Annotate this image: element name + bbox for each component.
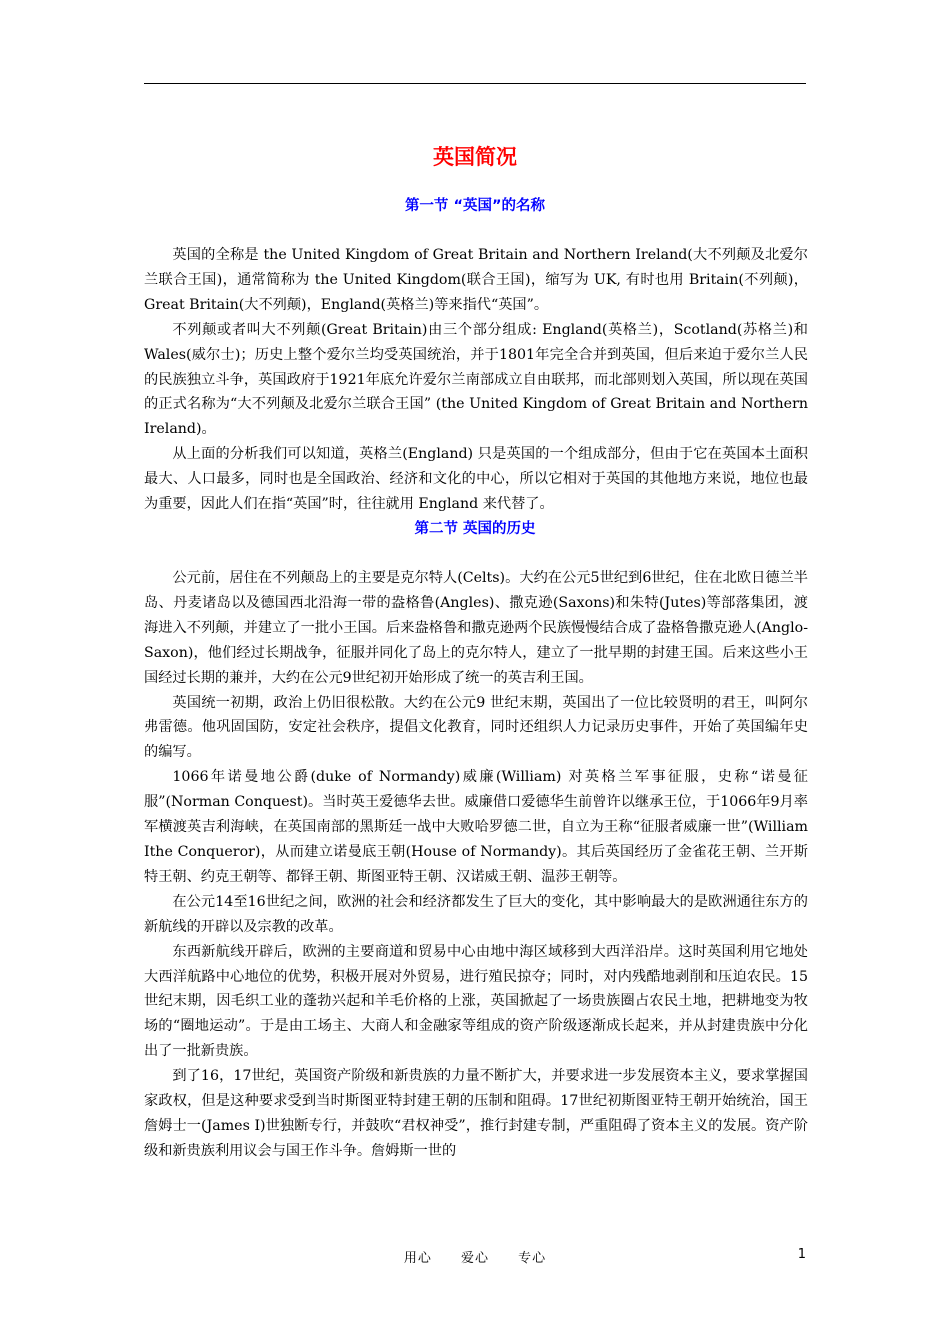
paragraph: 英国统一初期，政治上仍旧很松散。大约在公元9 世纪末期，英国出了一位比较贤明的君王，叫阿尔弗雷德。他巩固国防，安定社会秩序，提倡文化教育，同时还组织人力记录历史事件，开始了英国编年史的编写。 <box>144 694 808 761</box>
footer-motto-word: 专心 <box>518 1251 547 1266</box>
paragraph: 英国的全称是 the United Kingdom of Great Britain and Northern Ireland(大不列颠及北爱尔兰联合王国)，通常简称为 the United Kingdom(联合王国)，缩写为 UK, 有时也用 Britain(不列颠)，Great Britain(大不列颠)，England(英格兰)等来指代“英国”。 <box>144 247 808 313</box>
paragraph: 不列颠或者叫大不列颠(Great Britain)由三个部分组成: England(英格兰)，Scotland(苏格兰)和Wales(威尔士)；历史上整个爱尔兰均受英国统治，并于1801年完全合并到英国，但后来迫于爱尔兰人民的民族独立斗争，英国政府于1921年底允许爱尔兰南部成立自由联邦，而北部则划入英国，所以现在英国的正式名称为“大不列颠及北爱尔兰联合王国” (the United Kingdom of Great Britain and Northern Ireland)。 <box>144 321 808 438</box>
section-body-1 <box>144 243 808 517</box>
document-title: 英国简况 <box>433 145 517 169</box>
paragraph: 到了16，17世纪，英国资产阶级和新贵族的力量不断扩大，并要求进一步发展资本主义，要求掌握国家政权，但是这种要求受到当时斯图亚特封建王朝的压制和阻碍。17世纪初斯图亚特王朝开始统治，国王詹姆士一(James I)世独断专行，并鼓吹“君权神受”，推行封建专制，严重阻碍了资本主义的发展。资产阶级和新贵族利用议会与国王作斗争。詹姆斯一世的 <box>144 1068 808 1159</box>
paragraph: 1066年诺曼地公爵(duke of Normandy)威廉(William) 对英格兰军事征服，史称“诺曼征服”(Norman Conquest)。当时英王爱德华去世。威廉借口爱德华生前曾许以继承王位，于1066年9月率军横渡英吉利海峡，在英国南部的黑斯廷一战中大败哈罗德二世，自立为王称“征服者威廉一世”(William Ithe Conqueror)，从而建立诺曼底王朝(House of Normandy)。其后英国经历了金雀花王朝、兰开斯特王朝、约克王朝等、都铎王朝、斯图亚特王朝、汉诺威王朝、温莎王朝等。 <box>144 769 808 885</box>
footer-motto-word: 爱心 <box>460 1251 489 1266</box>
paragraph: 公元前，居住在不列颠岛上的主要是克尔特人(Celts)。大约在公元5世纪到6世纪，住在北欧日德兰半岛、丹麦诸岛以及德国西北沿海一带的盎格鲁(Angles)、撒克逊(Saxons)和朱特(Jutes)等部落集团，渡海进入不列颠，并建立了一批小王国。后来盎格鲁和撒克逊两个民族慢慢结合成了盎格鲁撒克逊人(Anglo-Saxon)，他们经过长期战争，征服并同化了岛上的克尔特人，建立了一批早期的封建王国。后来这些小王国经过长期的兼并，大约在公元9世纪初开始形成了统一的英吉利王国。 <box>144 570 808 686</box>
paragraph: 在公元14至16世纪之间，欧洲的社会和经济都发生了巨大的变化，其中影响最大的是欧洲通往东方的新航线的开辟以及宗教的改革。 <box>144 893 808 935</box>
footer-motto-word: 用心 <box>403 1251 432 1266</box>
paragraph: 从上面的分析我们可以知道，英格兰(England) 只是英国的一个组成部分，但由于它在英国本土面积最大、人口最多，同时也是全国政治、经济和文化的中心，所以它相对于英国的其他地方来说，地位也最为重要，因此人们在指“英国”时，往往就用 England 来代替了。 <box>144 446 808 513</box>
header-rule <box>144 83 806 84</box>
section-heading-2: 第二节 英国的历史 <box>414 521 536 537</box>
page-footer <box>144 1247 806 1271</box>
page-number: 1 <box>797 1247 806 1262</box>
paragraph: 东西新航线开辟后，欧洲的主要商道和贸易中心由地中海区域移到大西洋沿岸。这时英国利用它地处大西洋航路中心地位的优势，积极开展对外贸易，进行殖民掠夺；同时，对内残酷地剥削和压迫农民。15世纪末期，因毛织工业的蓬勃兴起和羊毛价格的上涨，英国掀起了一场贵族圈占农民土地，把耕地变为牧场的“圈地运动”。于是由工场主、大商人和金融家等组成的资产阶级逐渐成长起来，并从封建贵族中分化出了一批新贵族。 <box>144 943 808 1060</box>
section-heading-1: 第一节 “英国”的名称 <box>404 198 546 214</box>
footer-motto <box>144 1247 806 1266</box>
section-body-2 <box>144 566 808 1164</box>
